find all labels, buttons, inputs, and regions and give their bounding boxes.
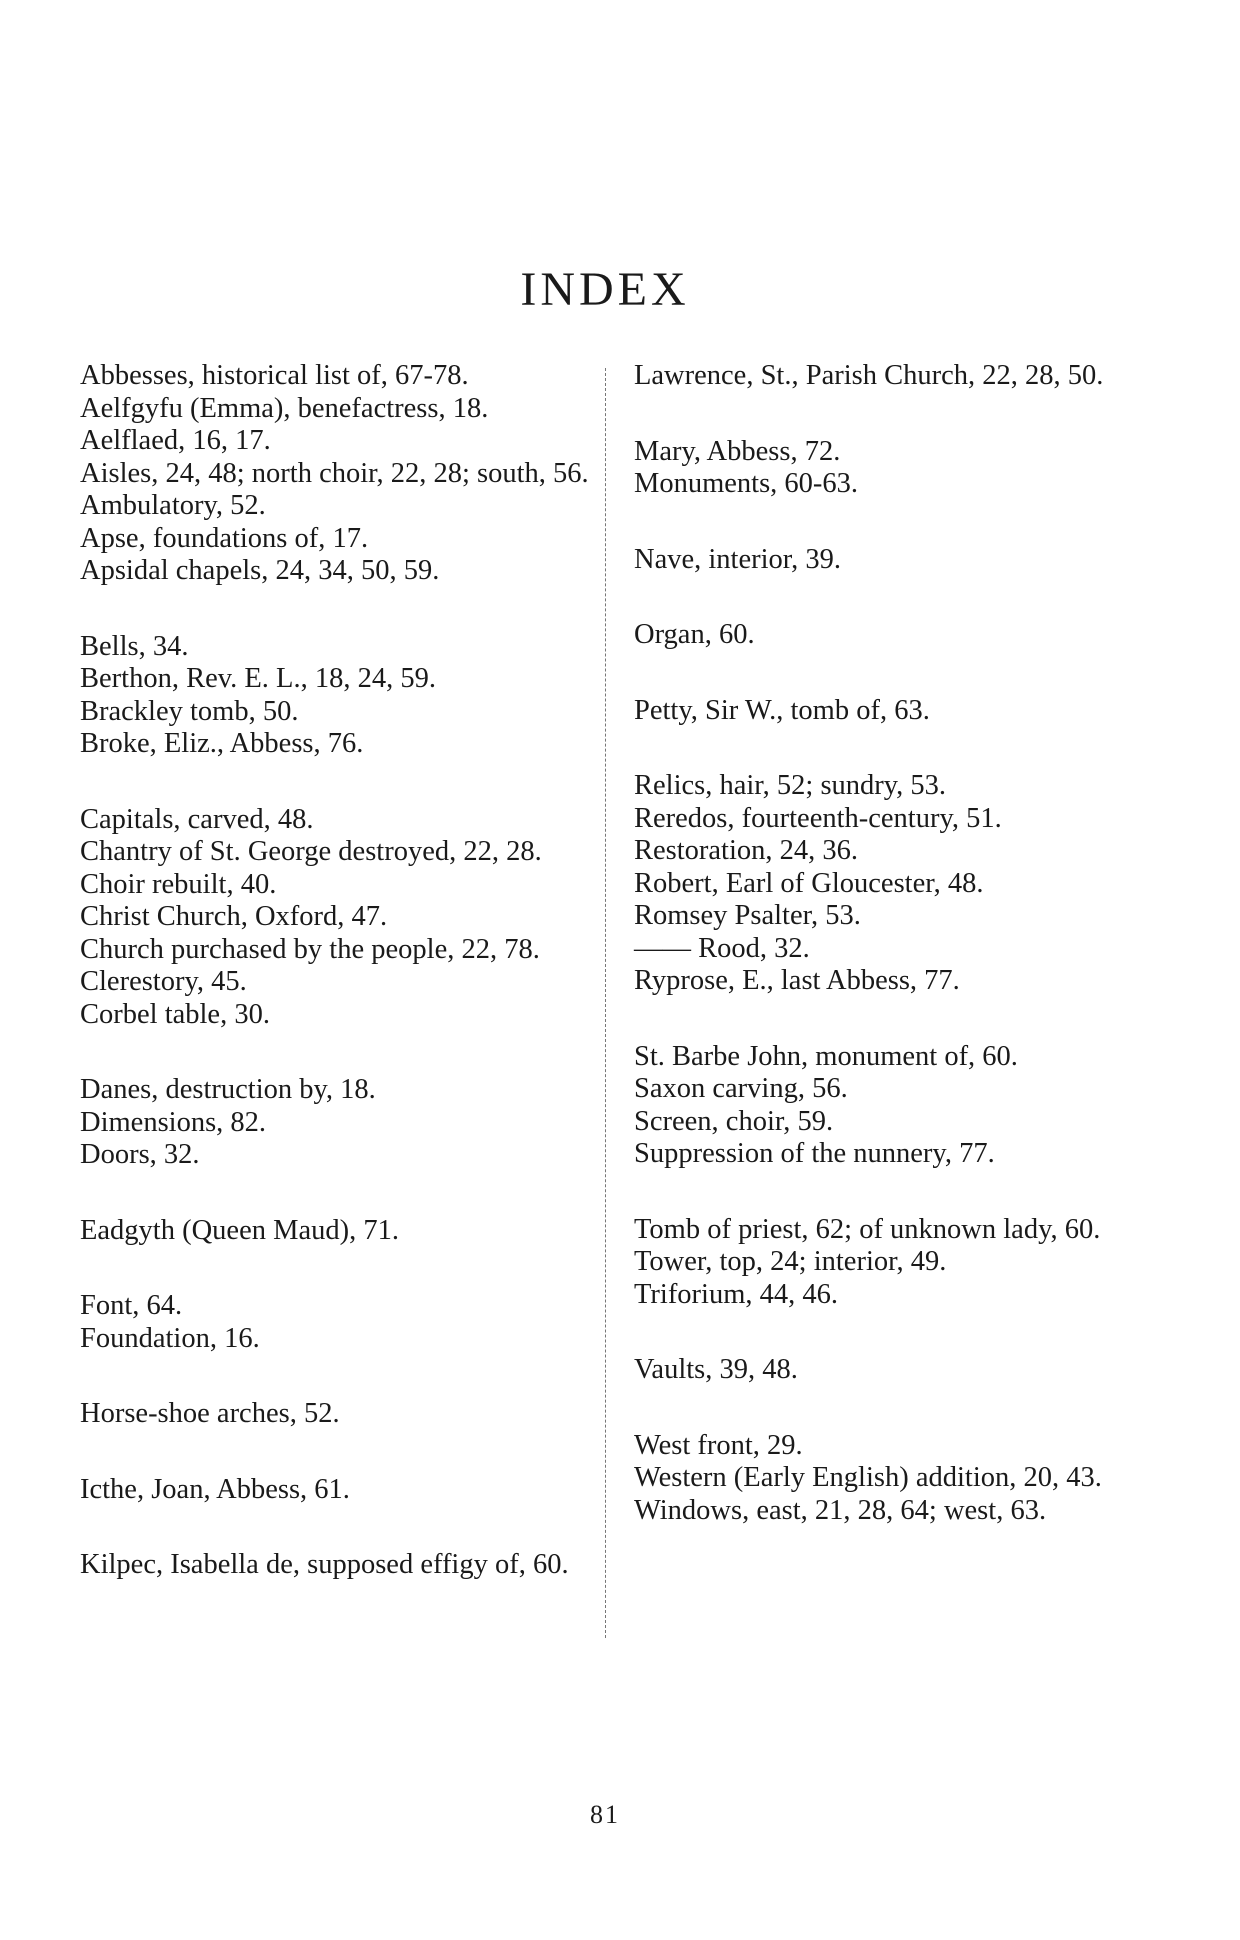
index-entry: Triforium, 44, 46. bbox=[634, 1278, 839, 1310]
index-letter-group bbox=[634, 695, 1134, 728]
index-entry: Suppression of the nunnery, 77. bbox=[634, 1138, 995, 1169]
index-entry: Ryprose, E., last Abbess, 77. bbox=[634, 965, 960, 996]
page-number: 81 bbox=[590, 1800, 620, 1829]
index-entry: Screen, choir, 59. bbox=[634, 1105, 834, 1137]
index-entry: Vaults, 39, 48. bbox=[634, 1354, 798, 1385]
index-entry: Church purchased by the people, 22, 78. bbox=[80, 933, 540, 965]
index-left-column bbox=[80, 360, 590, 1625]
index-letter-group bbox=[80, 360, 590, 588]
index-entry: Aelfgyfu (Emma), benefactress, 18. bbox=[80, 392, 489, 424]
index-entry: Berthon, Rev. E. L., 18, 24, 59. bbox=[80, 663, 436, 694]
index-letter-group bbox=[80, 1398, 590, 1431]
index-entry: Aelflaed, 16, 17. bbox=[80, 425, 271, 456]
index-letter-group bbox=[634, 1041, 1134, 1171]
index-letter-group bbox=[80, 1290, 590, 1355]
index-entry: Robert, Earl of Gloucester, 48. bbox=[634, 867, 984, 899]
index-entry: —— Rood, 32. bbox=[634, 932, 810, 964]
index-entry: Doors, 32. bbox=[80, 1139, 200, 1170]
index-entry: Eadgyth (Queen Maud), 71. bbox=[80, 1214, 399, 1246]
index-letter-group bbox=[634, 544, 1134, 577]
index-entry: Abbesses, historical list of, 67-78. bbox=[80, 360, 469, 391]
index-entry: Brackley tomb, 50. bbox=[80, 695, 299, 727]
index-letter-group bbox=[80, 631, 590, 761]
index-letter-group bbox=[80, 804, 590, 1032]
index-letter-group bbox=[80, 1474, 590, 1507]
index-letter-group bbox=[634, 1214, 1134, 1312]
index-entry: Tomb of priest, 62; of unknown lady, 60. bbox=[634, 1213, 1101, 1245]
index-entry: Horse-shoe arches, 52. bbox=[80, 1398, 340, 1429]
column-divider bbox=[605, 368, 606, 1638]
index-entry: Reredos, fourteenth-century, 51. bbox=[634, 802, 1002, 834]
index-entry: Western (Early English) addition, 20, 43. bbox=[634, 1462, 1102, 1493]
index-entry: West front, 29. bbox=[634, 1429, 803, 1461]
index-entry: Restoration, 24, 36. bbox=[634, 835, 859, 866]
index-entry: Kilpec, Isabella de, supposed effigy of, 60. bbox=[80, 1549, 569, 1580]
index-entry: Dimensions, 82. bbox=[80, 1106, 267, 1138]
index-entry: Choir rebuilt, 40. bbox=[80, 868, 277, 900]
index-entry: Nave, interior, 39. bbox=[634, 543, 842, 575]
index-letter-group bbox=[634, 1430, 1134, 1528]
index-entry: Danes, destruction by, 18. bbox=[80, 1074, 376, 1105]
index-entry: Foundation, 16. bbox=[80, 1322, 260, 1354]
index-letter-group bbox=[634, 1354, 1134, 1387]
index-entry: Bells, 34. bbox=[80, 630, 189, 662]
index-right-column bbox=[634, 360, 1134, 1570]
index-entry: Aisles, 24, 48; north choir, 22, 28; south, 56. bbox=[80, 457, 589, 489]
index-entry: St. Barbe John, monument of, 60. bbox=[634, 1040, 1018, 1072]
index-entry: Saxon carving, 56. bbox=[634, 1073, 848, 1104]
index-entry: Windows, east, 21, 28, 64; west, 63. bbox=[634, 1494, 1047, 1526]
index-entry: Capitals, carved, 48. bbox=[80, 803, 314, 835]
index-entry: Organ, 60. bbox=[634, 619, 755, 650]
index-letter-group bbox=[80, 1215, 590, 1248]
index-entry: Corbel table, 30. bbox=[80, 998, 270, 1030]
index-entry: Apsidal chapels, 24, 34, 50, 59. bbox=[80, 555, 440, 586]
index-entry: Mary, Abbess, 72. bbox=[634, 435, 841, 467]
index-entry: Relics, hair, 52; sundry, 53. bbox=[634, 770, 947, 801]
index-entry: Icthe, Joan, Abbess, 61. bbox=[80, 1473, 350, 1505]
index-letter-group bbox=[634, 436, 1134, 501]
index-entry: Monuments, 60-63. bbox=[634, 468, 859, 499]
index-entry: Chantry of St. George destroyed, 22, 28. bbox=[80, 836, 542, 867]
index-entry: Ambulatory, 52. bbox=[80, 490, 266, 521]
index-entry: Christ Church, Oxford, 47. bbox=[80, 901, 388, 932]
index-entry: Font, 64. bbox=[80, 1290, 183, 1321]
index-entry: Tower, top, 24; interior, 49. bbox=[634, 1246, 947, 1277]
index-letter-group bbox=[634, 619, 1134, 652]
page-title: INDEX bbox=[520, 263, 690, 316]
index-letter-group bbox=[634, 770, 1134, 998]
index-entry: Broke, Eliz., Abbess, 76. bbox=[80, 728, 364, 759]
index-letter-group bbox=[80, 1074, 590, 1172]
index-entry: Lawrence, St., Parish Church, 22, 28, 50. bbox=[634, 360, 1104, 391]
index-entry: Clerestory, 45. bbox=[80, 966, 247, 997]
index-letter-group bbox=[634, 360, 1134, 393]
index-letter-group bbox=[80, 1549, 590, 1582]
index-entry: Petty, Sir W., tomb of, 63. bbox=[634, 694, 930, 726]
index-entry: Romsey Psalter, 53. bbox=[634, 900, 861, 931]
index-entry: Apse, foundations of, 17. bbox=[80, 522, 369, 554]
